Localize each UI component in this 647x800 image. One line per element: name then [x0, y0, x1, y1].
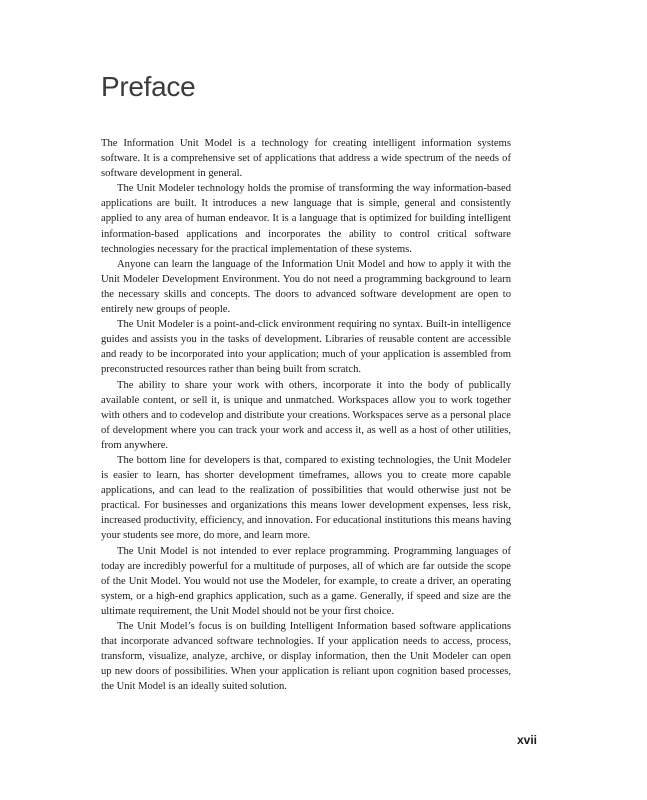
paragraph: The Unit Model is not intended to ever replace programming. Programming languages of today are incredibly powerful for a multitude of purposes, all of which are far outside the scope of the Unit Model. You would not use the Modeler, for example, to create a driver, an operating system, or a high-end graphics application, such as a game. Generally, if speed and size are the ultimate requirement, the Unit Model should not be your first choice. [101, 545, 511, 617]
paragraph: The Unit Model’s focus is on building Intelligent Information based software applications that incorporate advanced software technologies. If your application needs to access, process, transform, visualize, analyze, archive, or display information, then the Unit Modeler can open up new doors of possibilities. When your application is reliant upon cognition based processes, the Unit Model is an ideally suited solution. [101, 621, 511, 693]
paragraph: The Information Unit Model is a technology for creating intelligent information systems software. It is a comprehensive set of applications that address a wide spectrum of the needs of software development in general. [101, 138, 511, 180]
page-title: Preface [101, 71, 196, 102]
paragraph: Anyone can learn the language of the Information Unit Model and how to apply it with the Unit Modeler Development Environment. You do not need a programming background to learn the necessary skills and concepts. The doors to advanced software development are open to entirely new groups of people. [101, 258, 511, 316]
paragraph: The Unit Modeler technology holds the promise of transforming the way information-based applications are built. It introduces a new language that is simple, general and consistently applied to any area of human endeavor. It is a language that is optimized for building intelligent information-based applications and incorporates the ability to control critical software technologies necessary for the practical implementation of these systems. [101, 183, 511, 255]
preface-body [101, 136, 511, 694]
page-number: xvii [517, 733, 538, 747]
paragraph: The ability to share your work with others, incorporate it into the body of publically available content, or sell it, is unique and unmatched. Workspaces allow you to work together with others and to codevelop and distribute your creations. Workspaces serve as a personal place of development where you can track your work and access it, as well as a host of other utilities, from anywhere. [101, 379, 511, 451]
paragraph: The bottom line for developers is that, compared to existing technologies, the Unit Modeler is easier to learn, has shorter development timeframes, allows you to create more capable applications, and can lead to the realization of possibilities that would otherwise just not be practical. For businesses and organizations this means lower development expenses, less risk, increased productivity, efficiency, and innovation. For educational institutions this means having your students see more, do more, and learn more. [101, 454, 511, 542]
paragraph: The Unit Modeler is a point-and-click environment requiring no syntax. Built-in intelligence guides and assists you in the tasks of development. Libraries of reusable content are accessible and ready to be incorporated into your application; much of your application is assembled from preconstructed resources rather than being built from scratch. [101, 319, 511, 376]
